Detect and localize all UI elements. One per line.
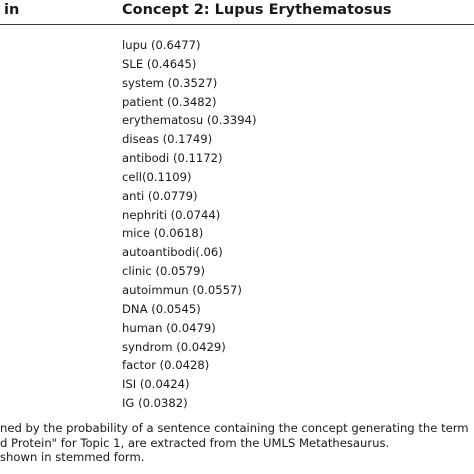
- term-item: nephriti (0.0744): [122, 207, 221, 222]
- term-item: ISI (0.0424): [122, 377, 190, 392]
- term-item: diseas (0.1749): [122, 132, 213, 147]
- term-item: anti (0.0779): [122, 188, 198, 203]
- term-item: autoantibodi(.06): [122, 245, 223, 260]
- table-footnotes: [0, 421, 469, 465]
- term-item: SLE (0.4645): [122, 56, 197, 71]
- concept-term-list: [122, 36, 257, 413]
- term-item: IG (0.0382): [122, 396, 188, 411]
- term-item: human (0.0479): [122, 320, 216, 335]
- column-header-concept: Concept 2: Lupus Erythematosus: [122, 2, 392, 18]
- term-item: system (0.3527): [122, 75, 218, 90]
- term-item: factor (0.0428): [122, 358, 210, 373]
- term-item: patient (0.3482): [122, 94, 217, 109]
- footnote-line: shown in stemmed form.: [0, 450, 145, 464]
- footnote-line: d Protein" for Topic 1, are extracted from the UMLS Metathesaurus.: [0, 435, 390, 450]
- term-item: lupu (0.6477): [122, 38, 201, 52]
- term-item: autoimmun (0.0557): [122, 282, 242, 297]
- term-item: syndrom (0.0429): [122, 339, 226, 354]
- table-top-rule: [0, 24, 474, 25]
- footnote-line: ned by the probability of a sentence containing the concept generating the term: [0, 421, 469, 435]
- column-header-topic: in: [4, 2, 20, 18]
- term-item: erythematosu (0.3394): [122, 113, 257, 128]
- term-item: mice (0.0618): [122, 226, 204, 241]
- term-item: cell(0.1109): [122, 169, 192, 184]
- term-item: DNA (0.0545): [122, 301, 201, 316]
- term-item: clinic (0.0579): [122, 264, 206, 279]
- term-item: antibodi (0.1172): [122, 151, 223, 166]
